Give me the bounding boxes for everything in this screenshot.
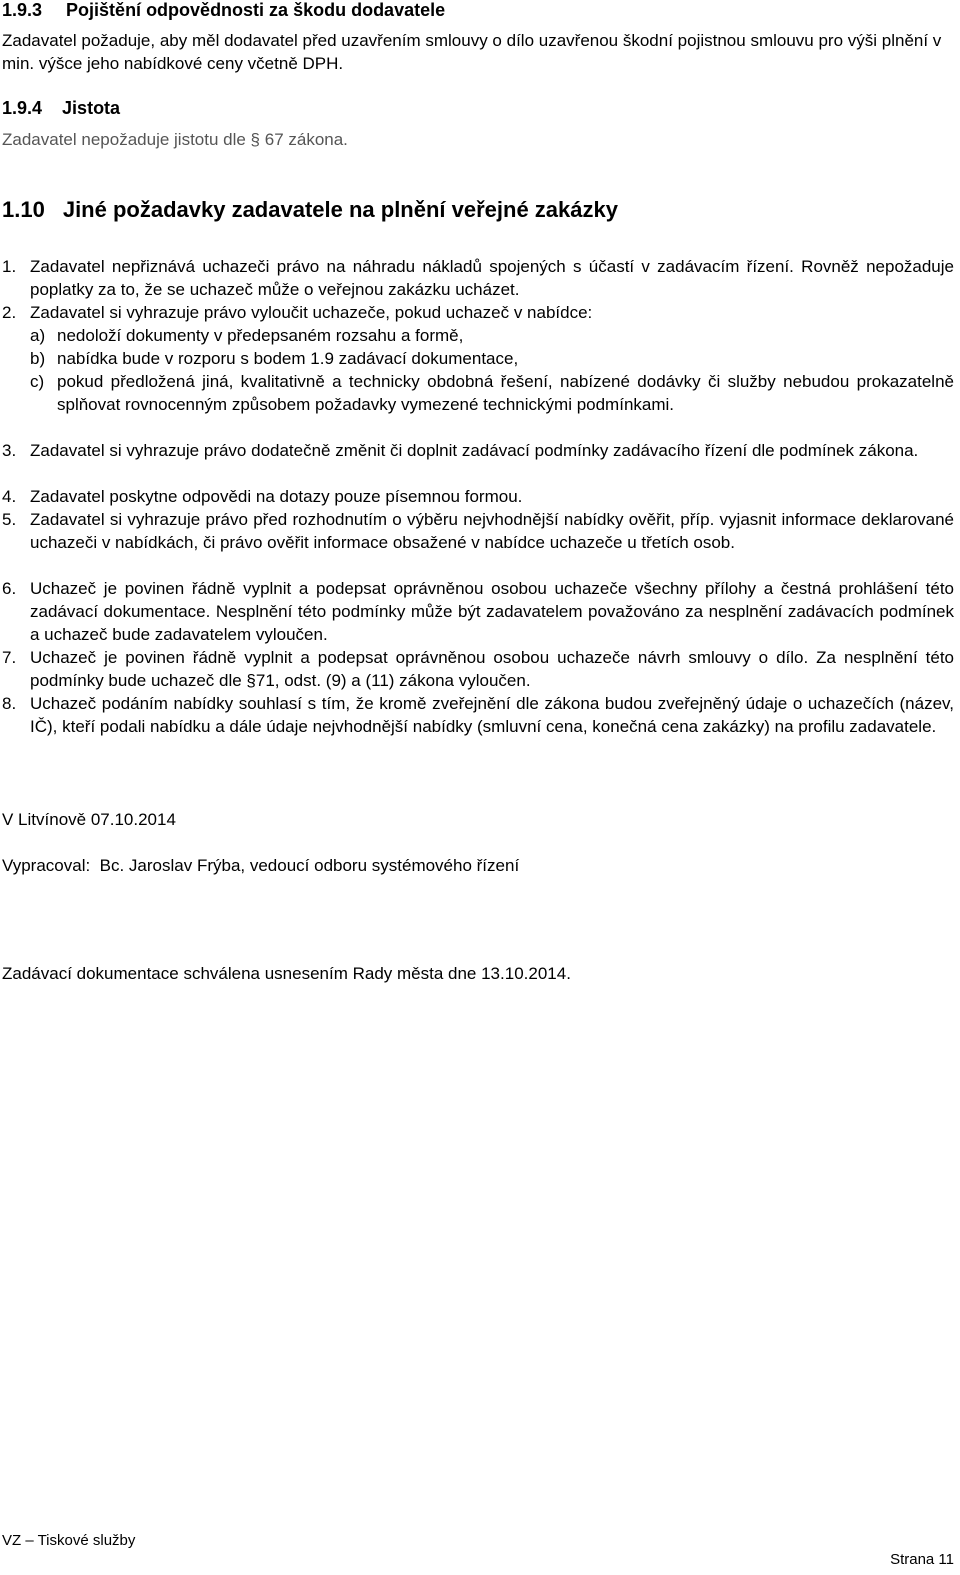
heading-title: Jistota bbox=[62, 98, 121, 118]
heading-1-9-3 bbox=[2, 0, 445, 21]
subitem-letter: b) bbox=[30, 349, 46, 368]
list-item-2 bbox=[2, 301, 954, 324]
paragraph-insurance: Zadavatel požaduje, aby měl dodavatel před uzavřením smlouvy o dílo uzavřenou škodní pojistnou smlouvu pro výši plnění v min. výšce jeho nabídkové ceny včetně DPH. bbox=[2, 31, 942, 73]
item-number: 4. bbox=[2, 487, 17, 506]
subitem-text: pokud předložená jiná, kvalitativně a technicky obdobná řešení, nabízené dodávky či služby nebudou prokazatelně splňovat rovnocenným způsobem požadavky vymezené technickými podmínkami. bbox=[57, 372, 954, 414]
paragraph-guarantee: Zadavatel nepožaduje jistotu dle § 67 zákona. bbox=[2, 130, 348, 149]
prepared-by: Vypracoval: Bc. Jaroslav Frýba, vedoucí odboru systémového řízení bbox=[2, 856, 520, 875]
subitem-letter: c) bbox=[30, 372, 45, 391]
place-date: V Litvínově 07.10.2014 bbox=[2, 810, 176, 829]
list-item-6 bbox=[2, 577, 954, 646]
subitem-letter: a) bbox=[30, 326, 46, 345]
item-text: Zadavatel si vyhrazuje právo dodatečně změnit či doplnit zadávací podmínky zadávacího řízení dle podmínek zákona. bbox=[30, 441, 919, 460]
list-item-3 bbox=[2, 439, 954, 462]
item-text: Uchazeč podáním nabídky souhlasí s tím, že kromě zveřejnění dle zákona budou zveřejněný údaje o uchazečích (název, IČ), kteří podali nabídku a dále údaje nejvhodnější nabídky (smluvní cena, konečná cena zakázky) na profilu zadavatele. bbox=[30, 694, 954, 736]
approval-note: Zadávací dokumentace schválena usnesením Rady města dne 13.10.2014. bbox=[2, 964, 571, 983]
list-subitem-c bbox=[30, 370, 954, 416]
subitem-text: nabídka bude v rozporu s bodem 1.9 zadávací dokumentace, bbox=[57, 349, 519, 368]
list-item-4 bbox=[2, 485, 954, 508]
list-subitem-a bbox=[30, 324, 954, 347]
item-text: Zadavatel si vyhrazuje právo vyloučit uchazeče, pokud uchazeč v nabídce: bbox=[30, 303, 593, 322]
list-item-1 bbox=[2, 255, 954, 301]
item-text: Uchazeč je povinen řádně vyplnit a podepsat oprávněnou osobou uchazeče návrh smlouvy o dílo. Za nesplnění této podmínky bude uchazeč dle §71, odst. (9) a (11) zákona vyloučen. bbox=[30, 648, 954, 690]
item-text: Zadavatel si vyhrazuje právo před rozhodnutím o výběru nejvhodnější nabídky ověřit, příp. vyjasnit informace deklarované uchazeči v nabídkách, či právo ověřit informace obsažené v nabídce uchazeče u třetích osob. bbox=[30, 510, 954, 552]
item-text: Zadavatel poskytne odpovědi na dotazy pouze písemnou formou. bbox=[30, 487, 523, 506]
list-item-7 bbox=[2, 646, 954, 692]
list-item-8 bbox=[2, 692, 954, 738]
item-number: 7. bbox=[2, 648, 17, 667]
item-number: 2. bbox=[2, 303, 17, 322]
heading-number: 1.9.3 bbox=[2, 0, 43, 20]
heading-title: Pojištění odpovědnosti za škodu dodavatele bbox=[66, 0, 446, 20]
list-subitem-b bbox=[30, 347, 954, 370]
item-number: 6. bbox=[2, 579, 17, 598]
footer-title: VZ – Tiskové služby bbox=[2, 1532, 136, 1549]
heading-1-9-4 bbox=[2, 98, 120, 119]
heading-1-10 bbox=[2, 197, 618, 223]
list-item-5 bbox=[2, 508, 954, 554]
heading-number: 1.9.4 bbox=[2, 98, 43, 118]
item-number: 5. bbox=[2, 510, 17, 529]
item-number: 8. bbox=[2, 694, 17, 713]
page-number: Strana 11 bbox=[890, 1551, 954, 1568]
item-text: Zadavatel nepřiznává uchazeči právo na náhradu nákladů spojených s účastí v zadávacím řízení. Rovněž nepožaduje poplatky za to, že se uchazeč může o veřejnou zakázku ucházet. bbox=[30, 257, 954, 299]
item-number: 1. bbox=[2, 257, 17, 276]
item-text: Uchazeč je povinen řádně vyplnit a podepsat oprávněnou osobou uchazeče všechny přílohy a čestná prohlášení této zadávací dokumentace. Nesplnění této podmínky může být zadavatelem považováno za nesplnění zadávacích podmínek a uchazeč bude zadavatelem vyloučen. bbox=[30, 579, 954, 644]
heading-title: Jiné požadavky zadavatele na plnění veřejné zakázky bbox=[62, 197, 618, 222]
subitem-text: nedoloží dokumenty v předepsaném rozsahu a formě, bbox=[57, 326, 464, 345]
heading-number: 1.10 bbox=[2, 197, 45, 222]
item-number: 3. bbox=[2, 441, 17, 460]
